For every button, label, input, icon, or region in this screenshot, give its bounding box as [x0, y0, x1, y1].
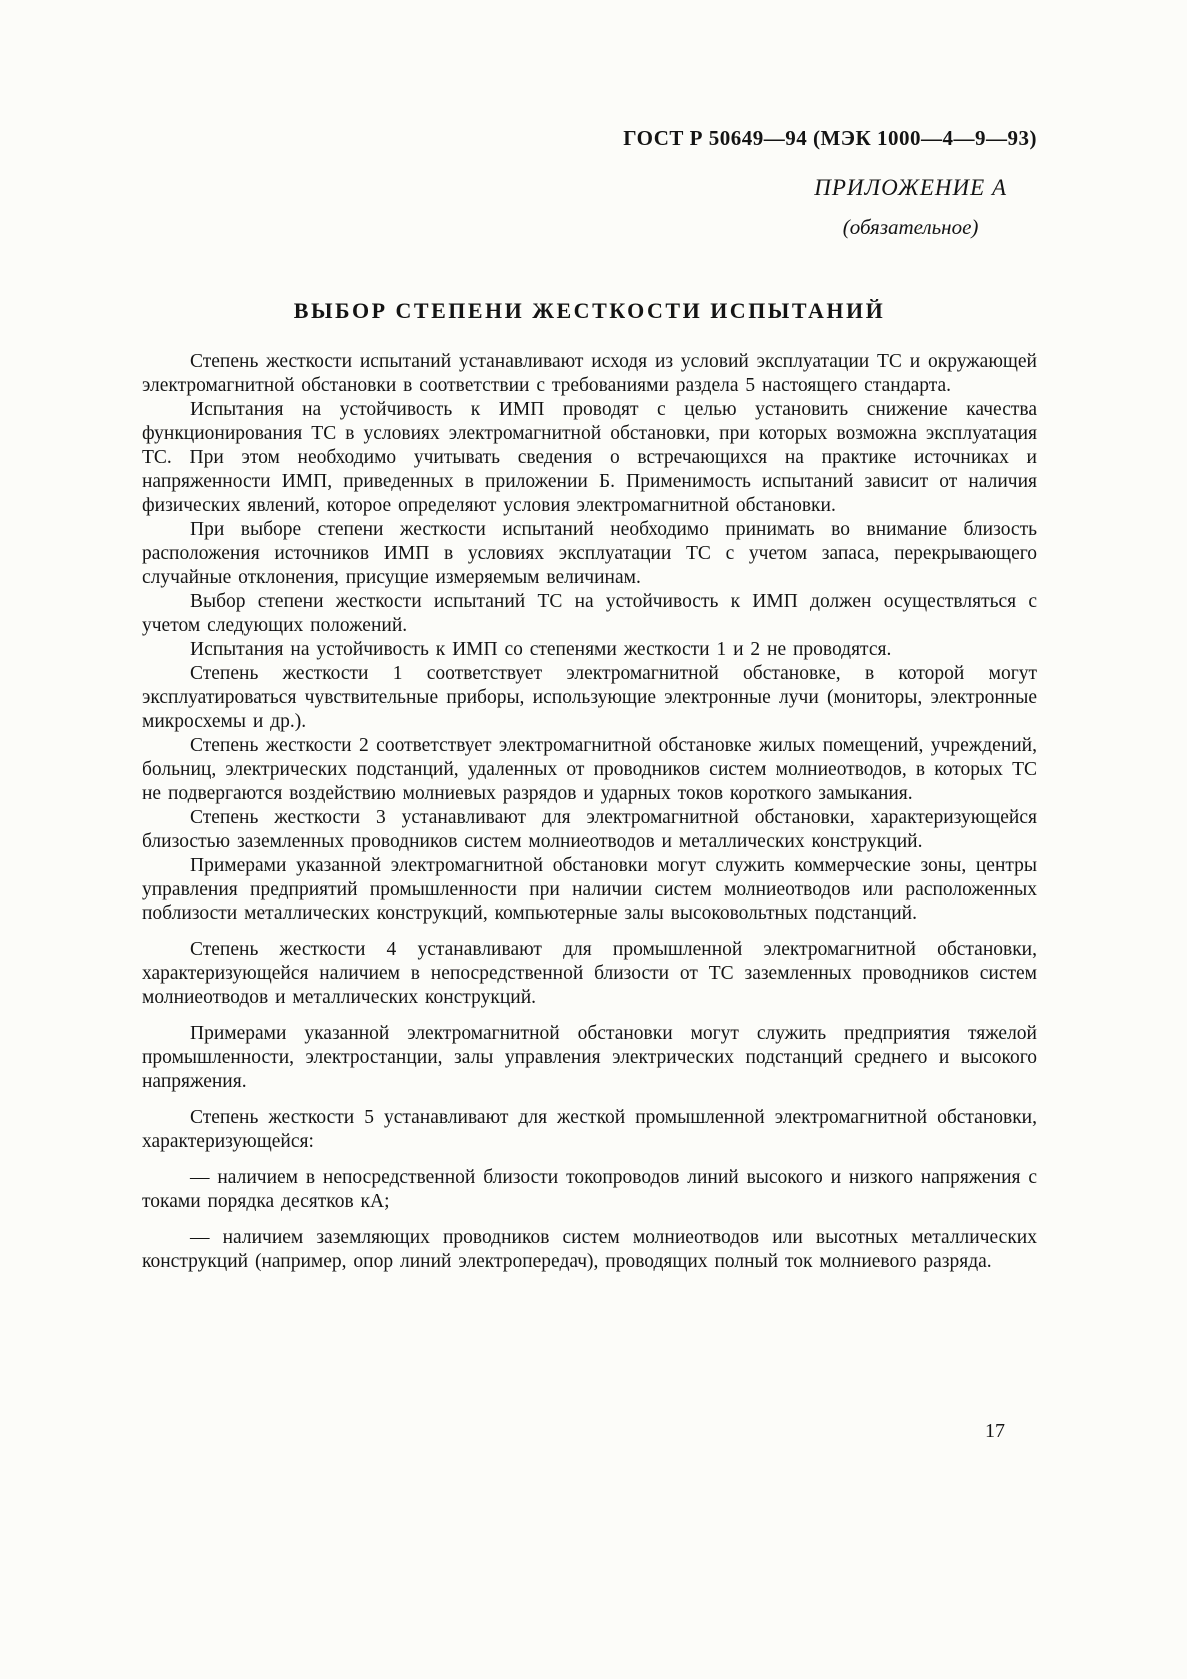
doc-number: ГОСТ Р 50649—94 (МЭК 1000—4—9—93): [623, 126, 1037, 150]
paragraph: Испытания на устойчивость к ИМП со степенями жесткости 1 и 2 не проводятся.: [190, 639, 892, 660]
paragraph: Выбор степени жесткости испытаний ТС на устойчивость к ИМП должен осуществляться с учетом следующих положений.: [142, 591, 1037, 636]
paragraph: Степень жесткости 1 соответствует электромагнитной обстановке, в которой могут эксплуатироваться чувствительные приборы, использующие электронные лучи (мониторы, электронные микросхемы и др.).: [142, 663, 1037, 732]
paragraph: Степень жесткости 3 устанавливают для электромагнитной обстановки, характеризующейся близостью заземленных проводников систем молниеотводов и металлических конструкций.: [142, 807, 1037, 852]
appendix-label: ПРИЛОЖЕНИЕ А: [814, 175, 1007, 200]
paragraph: Степень жесткости 5 устанавливают для жесткой промышленной электромагнитной обстановки, характеризующейся:: [142, 1107, 1037, 1152]
paragraph: Степень жесткости 2 соответствует электромагнитной обстановке жилых помещений, учреждений, больниц, электрических подстанций, удаленных от проводников систем молниеотводов, в которых ТС не подвергаются воздействию молниевых разрядов и ударных токов короткого замыкания.: [142, 735, 1037, 804]
appendix-block: [142, 175, 1037, 240]
page-content: [142, 126, 1037, 1274]
paragraph: Примерами указанной электромагнитной обстановки могут служить предприятия тяжелой промышленности, электростанции, залы управления электрических подстанций среднего и высокого напряжения.: [142, 1023, 1037, 1092]
paragraph: При выборе степени жесткости испытаний необходимо принимать во внимание близость расположения источников ИМП в условиях эксплуатации ТС с учетом запаса, перекрывающего случайные отклонения, присущие измеряемым величинам.: [142, 519, 1037, 588]
document-body: [142, 350, 1037, 1274]
paragraph: Степень жесткости испытаний устанавливают исходя из условий эксплуатации ТС и окружающей электромагнитной обстановки в соответствии с требованиями раздела 5 настоящего стандарта.: [142, 351, 1037, 396]
paragraph-dash-item: — наличием в непосредственной близости токопроводов линий высокого и низкого напряжения с токами порядка десятков кА;: [142, 1167, 1037, 1212]
paragraph: Примерами указанной электромагнитной обстановки могут служить коммерческие зоны, центры управления предприятий промышленности при наличии систем молниеотводов или расположенных поблизости металлических конструкций, компьютерные залы высоковольтных подстанций.: [142, 855, 1037, 924]
paragraph-dash-item: — наличием заземляющих проводников систем молниеотводов или высотных металлических конструкций (например, опор линий электропередач), проводящих полный ток молниевого разряда.: [142, 1227, 1037, 1272]
appendix-note: (обязательное): [842, 215, 979, 239]
page-number: 17: [985, 1420, 1005, 1442]
document-title: ВЫБОР СТЕПЕНИ ЖЕСТКОСТИ ИСПЫТАНИЙ: [293, 298, 886, 323]
paragraph: Испытания на устойчивость к ИМП проводят с целью установить снижение качества функционирования ТС в условиях электромагнитной обстановки, при которых возможна эксплуатация ТС. При этом необходимо учитывать сведения о встречающихся на практике источниках и напряженности ИМП, приведенных в приложении Б. Применимость испытаний зависит от наличия физических явлений, которое определяют условия электромагнитной обстановки.: [142, 399, 1037, 516]
paragraph: Степень жесткости 4 устанавливают для промышленной электромагнитной обстановки, характеризующейся наличием в непосредственной близости от ТС заземленных проводников систем молниеотводов и металлических конструкций.: [142, 939, 1037, 1008]
